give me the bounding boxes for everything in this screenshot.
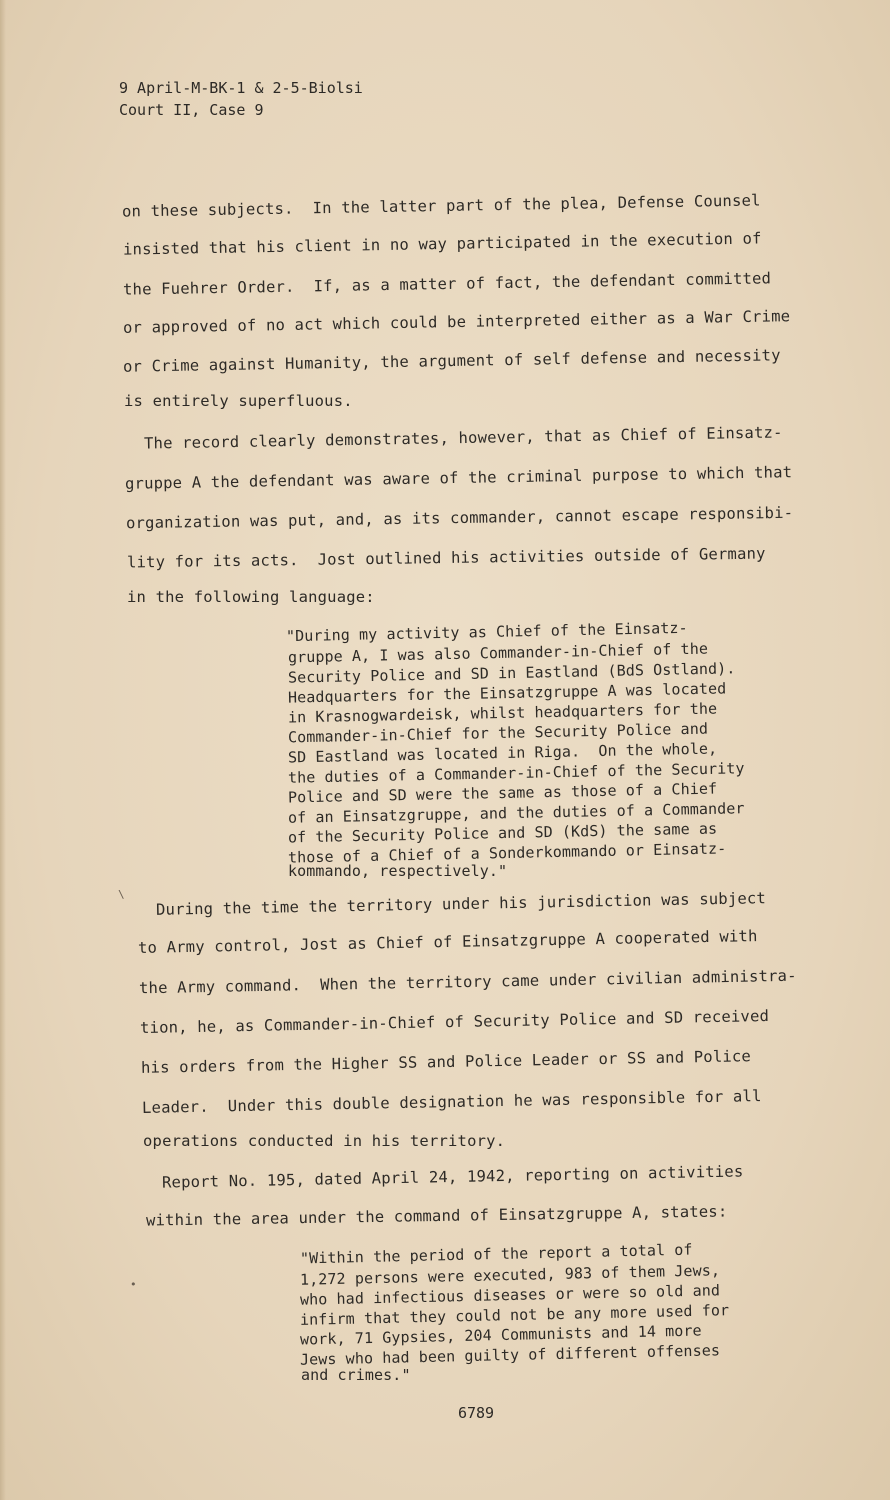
paragraph-line: within the area under the command of Einsatzgruppe A, states: — [145, 1202, 728, 1230]
quote-line: "During my activity as Chief of the Einsatz- — [285, 618, 688, 646]
paragraph-line: to Army control, Jost as Chief of Einsatzgruppe A cooperated with — [137, 927, 758, 957]
quote-line: SD Eastland was located in Riga. On the whole, — [287, 739, 718, 767]
stray-mark: \ — [118, 888, 125, 901]
page-edge-shadow — [0, 0, 6, 1500]
quote-line: Jews who had been guilty of different offenses — [299, 1341, 721, 1369]
paragraph-line: organization was put, and, as its commander, cannot escape responsibi- — [125, 503, 794, 533]
quote-line: infirm that they could not be any more used for — [299, 1301, 730, 1329]
quote-line: Commander-in-Chief for the Security Police and — [287, 719, 709, 747]
quote-line: Police and SD were the same as those of a Chief — [287, 779, 718, 807]
paragraph-line: During the time the territory under his jurisdiction was subject — [155, 889, 767, 919]
header-line-2: Court II, Case 9 — [119, 101, 264, 119]
paragraph-line: lity for its acts. Jost outlined his activities outside of Germany — [126, 544, 766, 572]
quote-line: "Within the period of the report a total of — [299, 1240, 693, 1268]
paragraph-line: or Crime against Humanity, the argument of self defense and necessity — [122, 346, 781, 376]
quote-line: the duties of a Commander-in-Chief of the Security — [287, 759, 745, 787]
quote-line: in Krasnogwardeisk, whilst headquarters for the — [287, 699, 718, 727]
document-header — [119, 77, 363, 121]
quote-line: Headquarters for the Einsatzgruppe A was located — [287, 679, 727, 707]
quote-line: work, 71 Gypsies, 204 Communists and 14 more — [299, 1321, 702, 1349]
paragraph-line: The record clearly demonstrates, however, that as Chief of Einsatz- — [143, 423, 783, 453]
header-line-1: 9 April-M-BK-1 & 2-5-Biolsi — [119, 79, 363, 97]
paragraph-line: in the following language: — [127, 588, 375, 606]
quote-line: those of a Chief of a Sonderkommando or Einsatz- — [287, 839, 727, 867]
paragraph-line: the Army command. When the territory came under civilian administra- — [138, 966, 797, 998]
page-number: 6789 — [457, 1404, 495, 1422]
paragraph-line: Report No. 195, dated April 24, 1942, reporting on activities — [161, 1162, 744, 1192]
paragraph-line: the Fuehrer Order. If, as a matter of fact, the defendant committed — [122, 269, 772, 299]
quote-line: of the Security Police and SD (KdS) the same as — [287, 819, 718, 847]
quote-line: kommando, respectively." — [288, 862, 508, 880]
quote-line: gruppe A, I was also Commander-in-Chief of the — [287, 639, 709, 667]
paragraph-line: tion, he, as Commander-in-Chief of Security Police and SD received — [139, 1006, 770, 1038]
paragraph-line: on these subjects. In the latter part of the plea, Defense Counsel — [121, 191, 761, 221]
paragraph-line: his orders from the Higher SS and Police Leader or SS and Police — [140, 1047, 752, 1077]
quote-line: Security Police and SD in Eastland (BdS Ostland). — [287, 659, 736, 687]
paragraph-line: insisted that his client in no way participated in the execution of — [122, 229, 762, 259]
quote-line: and crimes." — [301, 1366, 411, 1384]
paragraph-line: is entirely superfluous. — [124, 392, 353, 410]
paragraph-line: gruppe A the defendant was aware of the criminal purpose to which that — [124, 463, 793, 493]
paragraph-line: Leader. Under this double designation he was responsible for all — [141, 1087, 762, 1117]
paragraph-line: operations conducted in his territory. — [143, 1132, 506, 1150]
quote-line: 1,272 persons were executed, 983 of them Jews, — [299, 1261, 721, 1289]
stray-mark: • — [130, 1278, 137, 1291]
paragraph-line: or approved of no act which could be interpreted either as a War Crime — [122, 307, 791, 337]
quote-line: of an Einsatzgruppe, and the duties of a Commander — [287, 799, 745, 827]
quote-line: who had infectious diseases or were so old and — [299, 1281, 721, 1309]
